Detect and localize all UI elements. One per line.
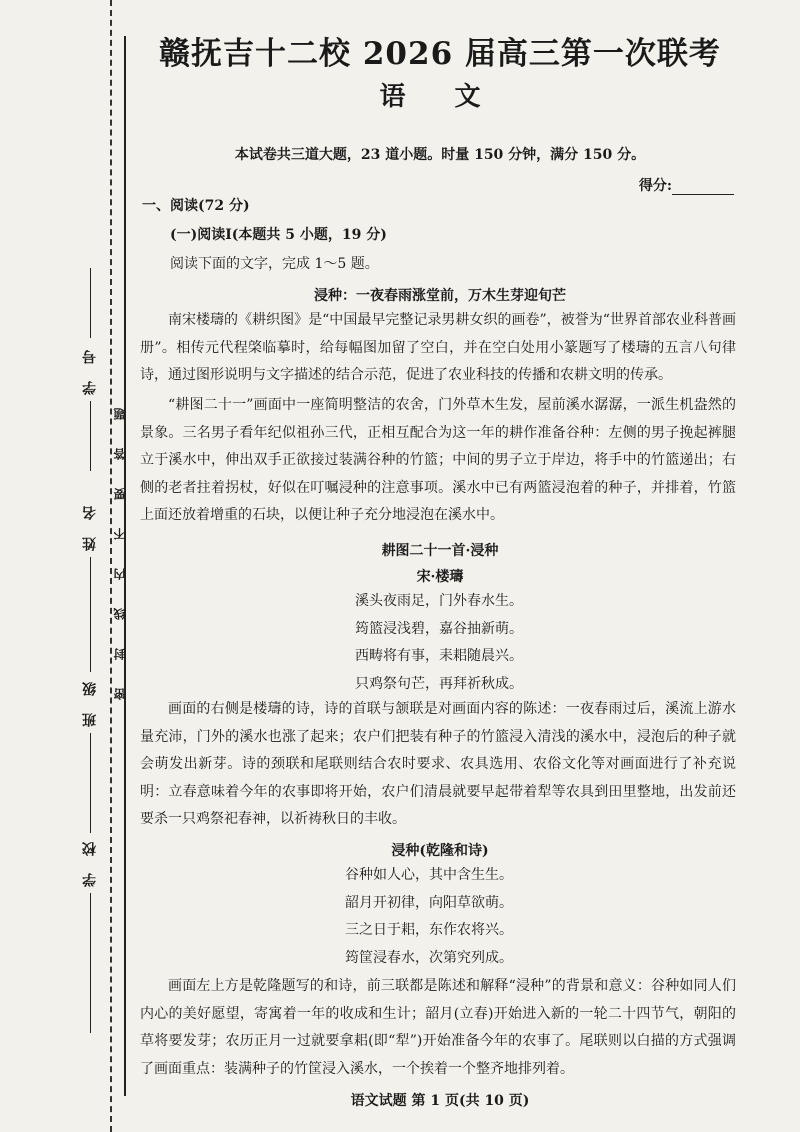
exam-info: 本试卷共三道大题，23 道小题。时量 150 分钟，满分 150 分。 <box>234 147 646 163</box>
name-field[interactable] <box>70 488 110 678</box>
student-id-label: 学 号 <box>82 344 98 395</box>
subject-title: 语 文 <box>379 82 501 112</box>
student-id-blank[interactable] <box>90 268 91 338</box>
binding-margin <box>0 0 140 1132</box>
poem1-author: 宋·楼璹 <box>416 569 464 585</box>
student-id-underline <box>90 401 91 471</box>
poem1-line: 筠篮浸浅碧，嘉谷抽新萌。 <box>355 620 523 637</box>
seal-warning-text: 密封线内不要答题 <box>113 380 127 700</box>
name-label: 姓 名 <box>82 500 98 551</box>
score-blank[interactable] <box>672 180 734 195</box>
poem2-line: 韶月开初律，向阳草欲萌。 <box>345 894 513 911</box>
school-label: 学 校 <box>82 836 98 887</box>
paragraph-2: “耕图二十一”画面中一座简明整洁的农舍，门外草木生发，屋前溪水潺潺，一派生机盎然的景象。三名男子看年纪似祖孙三代，正相互配合为这一年的耕作准备谷种：左侧的男子挽起裤腿立于溪水中，伸出双手正欲接过装满谷种的竹篮；中间的男子立于岸边，将手中的竹篮递出；右侧的老者拄着拐杖，好似在叮嘱浸种的注意事项。溪水中已有两篮浸泡着的种子，并排着，竹篮上面还放着增重的石块，以便让种子充分地浸泡在溪水中。 <box>140 397 736 523</box>
poem1-title: 耕图二十一首·浸种 <box>381 543 499 559</box>
poem1-line: 只鸡祭句芒，再拜祈秋成。 <box>355 675 523 692</box>
name-blank[interactable] <box>90 557 91 672</box>
paragraph-3: 画面的右侧是楼璹的诗，诗的首联与颔联是对画面内容的陈述：一夜春雨过后，溪流上游水量充沛，门外的溪水也涨了起来；农户们把装有种子的竹篮浸入清浅的溪水中，浸泡后的种子就会萌发出新芽。诗的颈联和尾联则结合农时要求、农具选用、农俗文化等对画面进行了补充说明：立春意味着今年的农事即将开始，农户们清晨就要早起带着犁等农具到田里整地，出发前还要杀一只鸡祭祀春神，以祈祷秋日的丰收。 <box>140 701 736 827</box>
class-blank[interactable] <box>90 733 91 833</box>
paragraph-1: 南宋楼璹的《耕织图》是“中国最早完整记录男耕女织的画卷”，被誉为“世界首部农业科普画册”。相传元代程棨临摹时，给每幅图加留了空白，并在空白处用小篆题写了楼璹的五言八句律诗，通过图形说明与文字描述的结合示范，促进了农业科技的传播和农耕文明的传承。 <box>140 312 736 383</box>
poem2-title: 浸种(乾隆和诗) <box>391 843 489 859</box>
score-field[interactable] <box>639 175 734 195</box>
exam-page <box>140 0 740 1132</box>
score-label: 得分: <box>638 178 672 194</box>
class-label: 班 级 <box>82 676 98 727</box>
poem1-line: 西畴将有事，耒耜随晨兴。 <box>355 648 523 664</box>
reading-instruction: 阅读下面的文字，完成 1～5 题。 <box>170 256 379 272</box>
poem2-line: 谷种如人心，其中含生生。 <box>345 867 513 883</box>
paragraph-4: 画面左上方是乾隆题写的和诗，前三联都是陈述和解释“浸种”的背景和意义：谷种如同人们内心的美好愿望，寄寓着一年的收成和生计；韶月(立春)开始进入新的一轮二十四节气，朝阳的草将要发芽；农历正月一过就要拿耜(即“犁”)开始准备今年的农事了。尾联则以白描的方式强调了画面重点：装满种子的竹筐浸入溪水，一个挨着一个整齐地排列着。 <box>140 978 736 1077</box>
exam-title: 赣抚吉十二校 2026 届高三第一次联考 <box>159 36 721 72</box>
poem2-line: 三之日于耜，东作农将兴。 <box>345 922 513 938</box>
sub-section-heading: (一)阅读Ⅰ(本题共 5 小题，19 分) <box>170 227 387 243</box>
section-heading: 一、阅读(72 分) <box>142 198 250 214</box>
poem1-line: 溪头夜雨足，门外春水生。 <box>355 593 523 609</box>
school-field[interactable] <box>70 836 110 1039</box>
article-title: 浸种：一夜春雨涨堂前，万木生芽迎旬芒 <box>314 288 566 304</box>
class-field[interactable] <box>70 676 110 839</box>
school-blank[interactable] <box>90 893 91 1033</box>
page-footer: 语文试题 第 1 页(共 10 页) <box>350 1093 530 1109</box>
poem1-body <box>355 588 523 698</box>
poem2-body <box>345 862 513 972</box>
student-id-field[interactable] <box>70 262 110 477</box>
poem2-line: 筠筐浸春水，次第究列成。 <box>345 949 513 966</box>
